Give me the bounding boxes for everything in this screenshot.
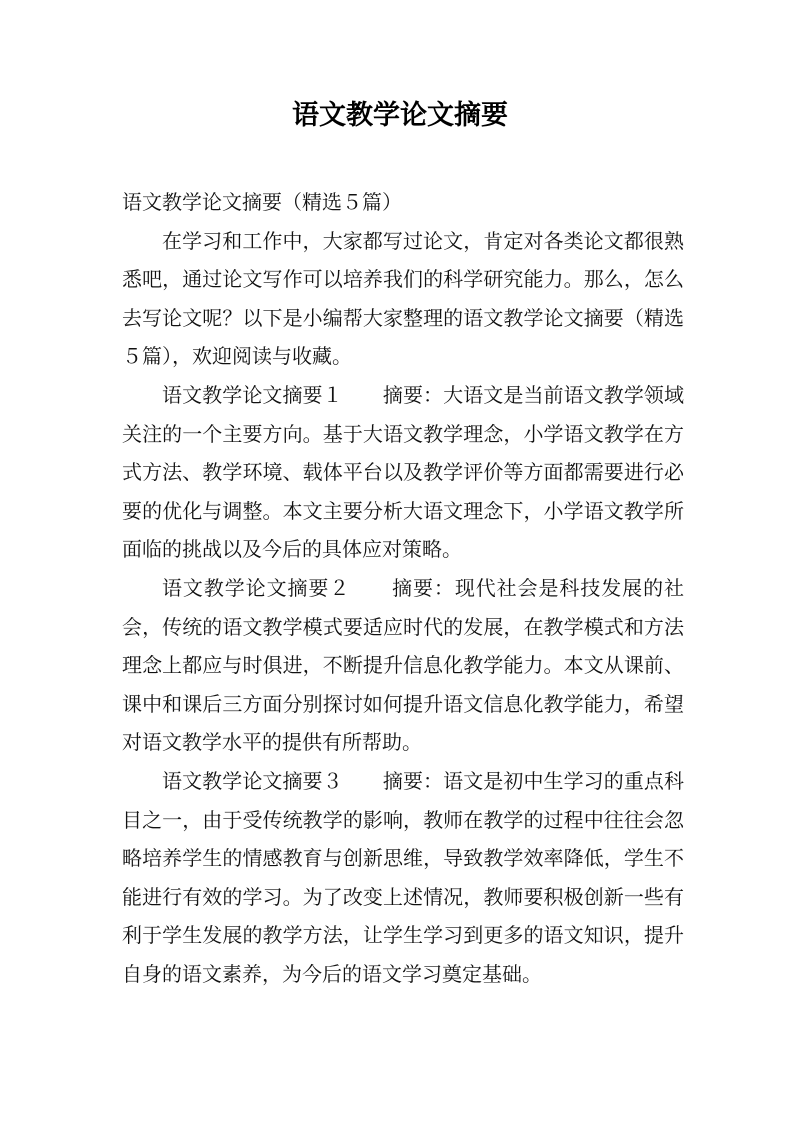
- intro-paragraph: 在学习和工作中，大家都写过论文，肯定对各类论文都很熟悉吧，通过论文写作可以培养我们的科学研究能力。那么，怎么去写论文呢？以下是小编帮大家整理的语文教学论文摘要（精选５篇），欢迎阅读与收藏。: [122, 228, 684, 369]
- document-title: 语文教学论文摘要: [292, 100, 508, 131]
- abstract-paragraph-2: 语文教学论文摘要２ 摘要：现代社会是科技发展的社会，传统的语文教学模式要适应时代的发展，在教学模式和方法理念上都应与时俱进，不断提升信息化教学能力。本文从课前、课中和课后三方面分别探讨如何提升语文信息化教学能力，希望对语文教学水平的提供有所帮助。: [122, 575, 684, 755]
- document-body: [122, 183, 684, 993]
- abstract-paragraph-1: 语文教学论文摘要１ 摘要：大语文是当前语文教学领域关注的一个主要方向。基于大语文教学理念，小学语文教学在方式方法、教学环境、载体平台以及教学评价等方面都需要进行必要的优化与调整。本文主要分析大语文理念下，小学语文教学所面临的挑战以及今后的具体应对策略。: [122, 382, 684, 562]
- document-subtitle: 语文教学论文摘要（精选５篇）: [122, 190, 402, 214]
- abstract-paragraph-3: 语文教学论文摘要３ 摘要：语文是初中生学习的重点科目之一，由于受传统教学的影响，教师在教学的过程中往往会忽略培养学生的情感教育与创新思维，导致教学效率降低，学生不能进行有效的学习。为了改变上述情况，教师要积极创新一些有利于学生发展的教学方法，让学生学习到更多的语文知识，提升自身的语文素养，为今后的语文学习奠定基础。: [122, 768, 684, 986]
